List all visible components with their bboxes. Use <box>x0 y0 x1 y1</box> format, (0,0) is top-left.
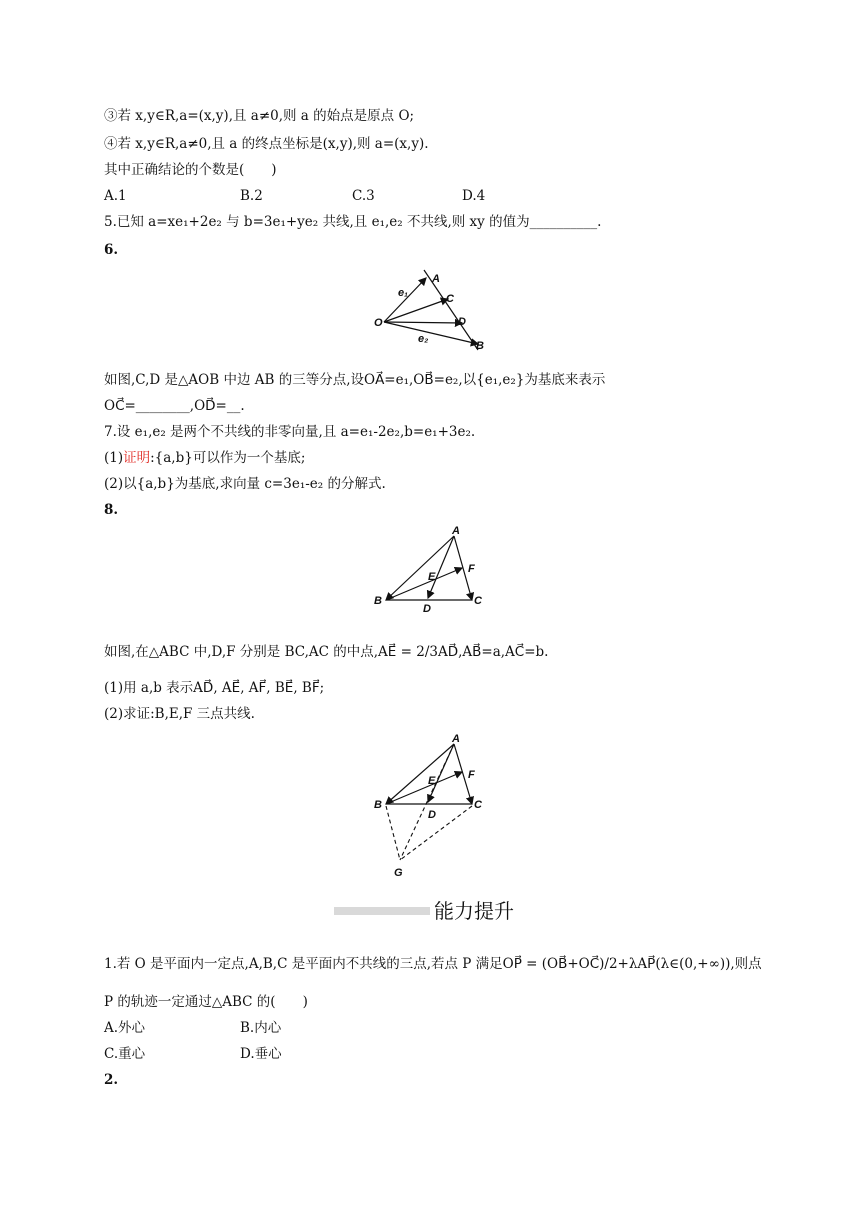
problem-1-line-2: P 的轨迹一定通过△ABC 的( ) <box>104 994 308 1010</box>
section-bar <box>334 907 430 915</box>
question-8-part-2: (2)求证:B,E,F 三点共线. <box>104 706 255 722</box>
option-c[interactable]: C.3 <box>352 188 375 204</box>
problem-1-line-1: 1.若 O 是平面内一定点,A,B,C 是平面内不共线的三点,若点 P 满足OP⃗ = (OB⃗+OC⃗)/2+λAP⃗(λ∈(0,+∞)),则点 <box>104 956 762 972</box>
fig8b-label-f: F <box>468 769 475 781</box>
fig8b-label-e: E <box>428 775 436 787</box>
fig6-label-e2: e₂ <box>418 333 429 345</box>
section-title: 能力提升 <box>434 899 514 923</box>
fig6-label-d: D <box>458 316 466 328</box>
fig8b-label-a: A <box>452 733 460 745</box>
fig8b-label-c: C <box>474 799 482 811</box>
option-c[interactable]: C.重心 <box>104 1046 146 1062</box>
fig8-label-f: F <box>468 563 475 575</box>
fig8-label-b: B <box>374 595 382 607</box>
question-6-number: 6. <box>104 242 119 258</box>
q4-options <box>104 186 485 206</box>
problem-1-options-row-1 <box>104 1018 281 1038</box>
question-5: 5.已知 a=xe₁+2e₂ 与 b=3e₁+ye₂ 共线,且 e₁,e₂ 不共线,则 xy 的值为__________. <box>104 214 602 230</box>
fig6-label-c: C <box>446 293 454 305</box>
fig8-label-d: D <box>423 603 431 615</box>
fig6-label-b: B <box>476 340 484 352</box>
fig8-label-c: C <box>474 595 482 607</box>
fig8-label-a: A <box>452 525 460 537</box>
option-a[interactable]: A.外心 <box>104 1020 146 1036</box>
question-8-number: 8. <box>104 502 119 518</box>
proof-keyword: 证明 <box>123 450 151 466</box>
fig6-label-e1: e₁ <box>398 287 408 299</box>
fig6-label-o: O <box>374 317 383 329</box>
figure-q8-construction <box>368 732 498 884</box>
fig8b-label-g: G <box>394 867 403 879</box>
figure-q8 <box>368 524 498 620</box>
question-8-text: 如图,在△ABC 中,D,F 分别是 BC,AC 的中点,AE⃗ = 2/3AD⃗,AB⃗=a,AC⃗=b. <box>104 644 549 660</box>
option-a[interactable]: A.1 <box>104 188 127 204</box>
statement-3: ③若 x,y∈R,a=(x,y),且 a≠0,则 a 的始点是原点 O; <box>104 108 415 124</box>
figure-q6 <box>370 262 500 358</box>
option-b[interactable]: B.内心 <box>240 1020 282 1036</box>
question-6-text-1: 如图,C,D 是△AOB 中边 AB 的三等分点,设OA⃗=e₁,OB⃗=e₂,以{e₁,e₂}为基底来表示 <box>104 372 606 388</box>
q4-stem: 其中正确结论的个数是( ) <box>104 162 277 178</box>
question-7: 7.设 e₁,e₂ 是两个不共线的非零向量,且 a=e₁-2e₂,b=e₁+3e₂. <box>104 424 476 440</box>
fig8b-label-d: D <box>428 809 436 821</box>
option-d[interactable]: D.4 <box>462 188 486 204</box>
option-d[interactable]: D.垂心 <box>240 1046 282 1062</box>
question-6-text-2: OC⃗=________,OD⃗=__. <box>104 398 245 414</box>
fig8b-label-b: B <box>374 799 382 811</box>
option-b[interactable]: B.2 <box>240 188 263 204</box>
problem-2-number: 2. <box>104 1072 119 1088</box>
statement-4: ④若 x,y∈R,a≠0,且 a 的终点坐标是(x,y),则 a=(x,y). <box>104 136 429 152</box>
fig6-label-a: A <box>432 273 440 285</box>
question-8-part-1: (1)用 a,b 表示AD⃗, AE⃗, AF⃗, BE⃗, BF⃗; <box>104 680 325 696</box>
question-7-part-1: (1)证明:{a,b}可以作为一个基底; <box>104 450 306 466</box>
question-7-part-2: (2)以{a,b}为基底,求向量 c=3e₁-e₂ 的分解式. <box>104 476 386 492</box>
fig8-label-e: E <box>428 571 436 583</box>
problem-1-options-row-2 <box>104 1044 282 1064</box>
